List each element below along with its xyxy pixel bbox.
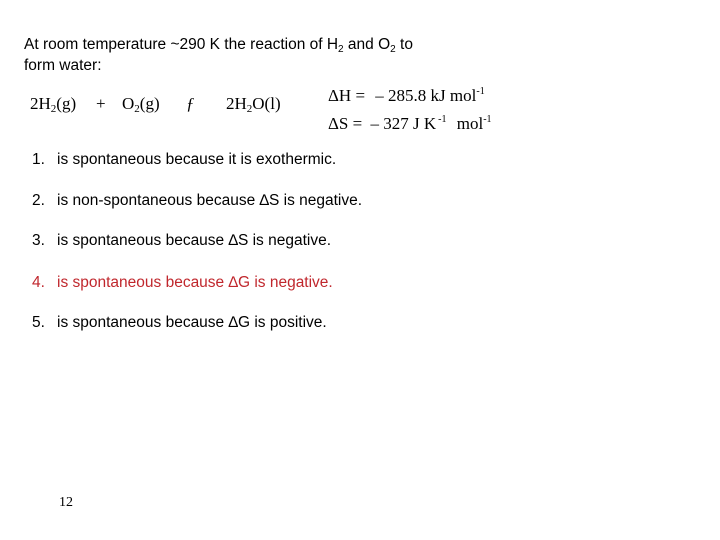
answer-option-1[interactable] xyxy=(32,150,336,170)
question-segment: At room temperature ~290 K the reaction of H xyxy=(24,36,339,53)
reactant-h2-formula: 2H xyxy=(30,94,51,113)
product-formula-prefix: 2H xyxy=(226,94,247,113)
page-number: 12 xyxy=(59,495,73,510)
option-number: 4. xyxy=(32,274,45,291)
reactant-o2-subscript: 2 xyxy=(134,103,140,115)
delta-s-value: – 327 J K xyxy=(370,114,437,133)
delta-s-exponent-1: -1 xyxy=(438,114,447,125)
option-number: 1. xyxy=(32,151,45,168)
option-number: 5. xyxy=(32,314,45,331)
question-segment: to xyxy=(395,36,413,53)
delta-s-exponent-2: -1 xyxy=(483,114,492,125)
reactant-h2-state: (g) xyxy=(56,94,77,113)
question-line-1 xyxy=(24,34,524,55)
question-line-2: form water: xyxy=(24,57,102,74)
option-text: is spontaneous because ∆S is negative. xyxy=(57,232,332,249)
product-formula-suffix: O(l) xyxy=(252,94,281,113)
product-subscript: 2 xyxy=(246,103,253,115)
answer-option-5[interactable] xyxy=(32,313,327,333)
answer-option-3[interactable] xyxy=(32,231,331,251)
delta-h-exponent: -1 xyxy=(476,86,485,97)
delta-s-unit-mol: mol xyxy=(452,114,484,133)
reactant-h2 xyxy=(30,94,76,114)
question-text xyxy=(24,34,524,76)
delta-h-line xyxy=(328,86,485,106)
o2-subscript: 2 xyxy=(390,44,396,55)
reaction-arrow-glyph: ƒ xyxy=(186,94,195,113)
reactant-h2-subscript: 2 xyxy=(50,103,57,115)
option-number: 3. xyxy=(32,232,45,249)
question-segment: and O xyxy=(343,36,391,53)
delta-h-label: ΔH = xyxy=(328,86,366,105)
delta-s-label: ΔS = xyxy=(328,114,363,133)
option-number: 2. xyxy=(32,192,45,209)
answer-option-4[interactable] xyxy=(32,273,333,293)
delta-s-line xyxy=(328,114,492,134)
option-text: is spontaneous because it is exothermic. xyxy=(57,151,337,168)
product-water xyxy=(226,94,281,114)
h2-subscript: 2 xyxy=(338,44,344,55)
reactant-o2-state: (g) xyxy=(139,94,160,113)
delta-h-value: – 285.8 kJ mol xyxy=(375,86,477,105)
option-text: is spontaneous because ∆G is positive. xyxy=(57,314,327,331)
plus-sign: + xyxy=(96,94,106,113)
answer-option-2[interactable] xyxy=(32,191,362,211)
option-text: is spontaneous because ∆G is negative. xyxy=(57,274,333,291)
option-text: is non-spontaneous because ∆S is negative. xyxy=(57,192,363,209)
reactant-o2 xyxy=(122,94,160,114)
reactant-o2-formula: O xyxy=(122,94,135,113)
